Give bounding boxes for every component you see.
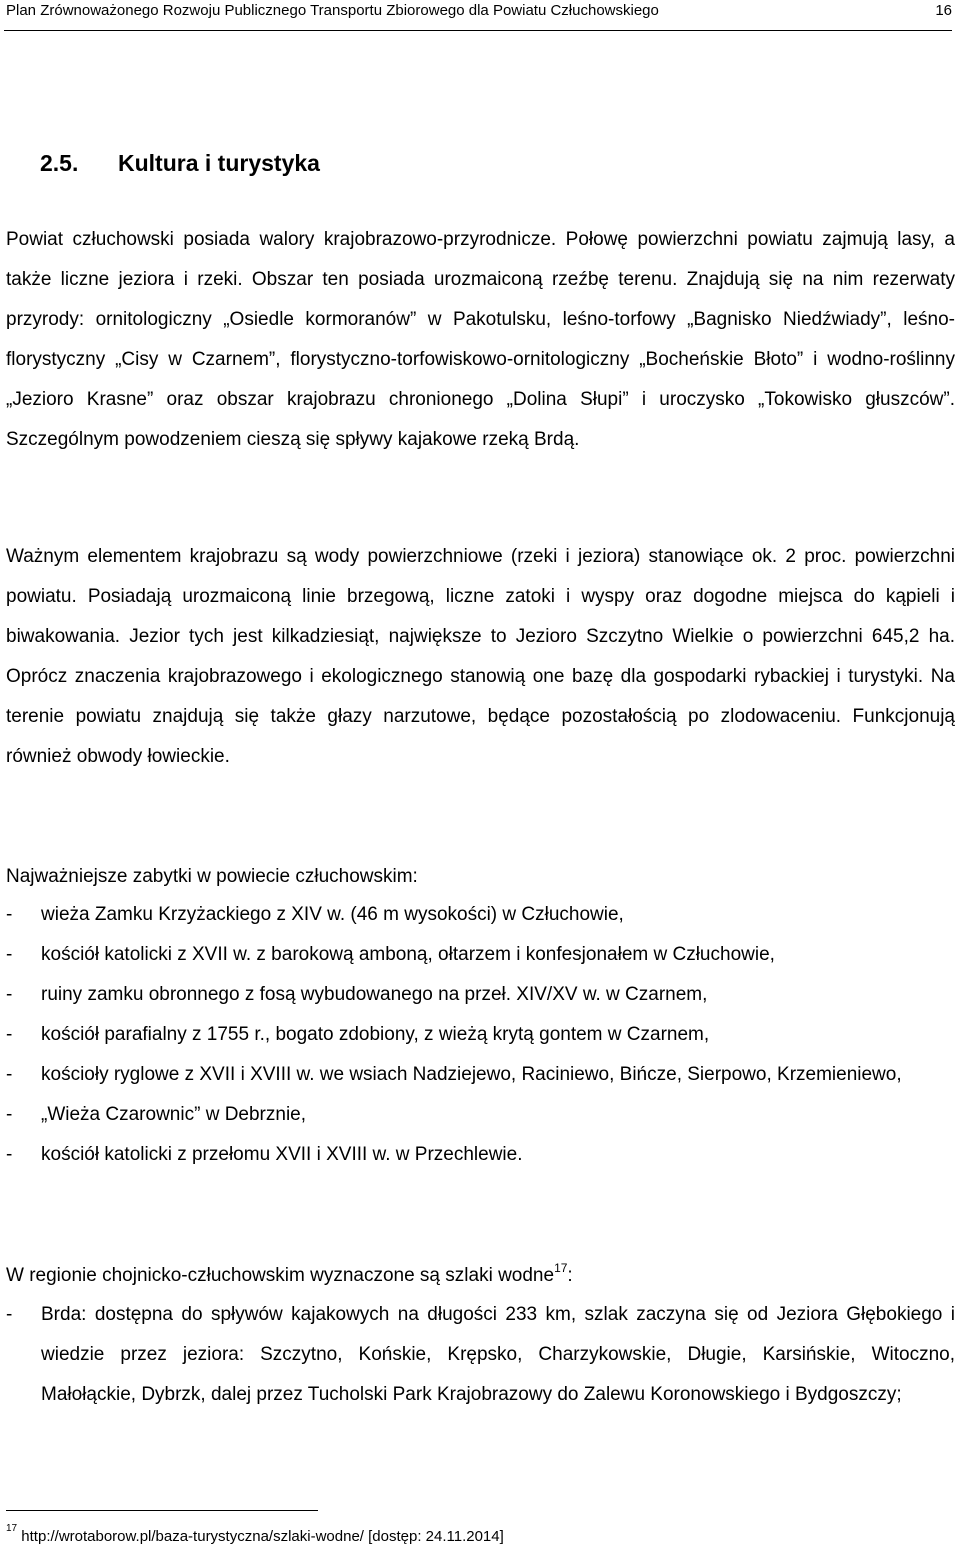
list-item-text: Brda: dostępna do spływów kajakowych na długości 233 km, szlak zaczyna się od Jeziora Głębokiego i wiedzie przez jeziora: Szczytno, Końskie, Krępsko, Charzykowskie, Długie, Karsińskie, Witoczno, Małołąckie, Dybrzk, dalej przez Tucholski Park Krajobrazowy do Zalewu Koronowskiego i Bydgoszczy;: [41, 1304, 955, 1405]
list-marker: -: [6, 1024, 13, 1045]
trails-intro-colon: :: [567, 1265, 573, 1286]
list-item-text: ruiny zamku obronnego z fosą wybudowanego na przeł. XIV/XV w. w Czarnem,: [41, 984, 708, 1005]
paragraph-trails-intro: [6, 1256, 573, 1296]
list-marker: -: [6, 944, 13, 965]
list-item: [6, 1015, 955, 1055]
list-marker: -: [6, 1144, 13, 1165]
footnote-reference[interactable]: 17: [554, 1260, 568, 1275]
list-item-text: kościół katolicki z przełomu XVII i XVIII w. w Przechlewie.: [41, 1144, 523, 1165]
list-item-text: kościół katolicki z XVII w. z barokową amboną, ołtarzem i konfesjonałem w Człuchowie,: [41, 944, 775, 965]
list-item-text: kościół parafialny z 1755 r., bogato zdobiony, z wieżą krytą gontem w Czarnem,: [41, 1024, 710, 1045]
list-item-text: „Wieża Czarownic” w Debrznie,: [41, 1104, 307, 1125]
list-item: [6, 1095, 955, 1135]
list-marker: -: [6, 1304, 13, 1325]
footnote-number: 17: [6, 1523, 18, 1534]
trails-intro-text: W regionie chojnicko-człuchowskim wyznaczone są szlaki wodne: [6, 1265, 555, 1286]
list-item: [6, 975, 955, 1015]
page-header: [4, 0, 952, 31]
list-marker: -: [6, 1104, 13, 1125]
footnote: [6, 1523, 504, 1548]
footnote-link[interactable]: http://wrotaborow.pl/baza-turystyczna/szlaki-wodne/ [dostęp: 24.11.2014]: [21, 1528, 504, 1545]
footnote-separator: [6, 1510, 318, 1511]
list-item: [6, 935, 955, 975]
header-title: Plan Zrównoważonego Rozwoju Publicznego Transportu Zbiorowego dla Powiatu Człuchowskiego: [6, 2, 659, 19]
paragraph-waters: Ważnym elementem krajobrazu są wody powierzchniowe (rzeki i jeziora) stanowiące ok. 2 proc. powierzchni powiatu. Posiadają urozmaiconą linie brzegową, liczne zatoki i wyspy oraz dogodne miejsca do kąpieli i biwakowania. Jezior tych jest kilkadziesiąt, największe to Jezioro Szczytno Wielkie o powierzchni 645,2 ha. Oprócz znaczenia krajobrazowego i ekologicznego stanowią one bazę dla gospodarki rybackiej i turystyki. Na terenie powiatu znajdują się także głazy narzutowe, będące pozostałością po zlodowaceniu. Funkcjonują również obwody łowieckie.: [6, 546, 955, 767]
trails-list: [6, 1295, 955, 1415]
list-marker: -: [6, 904, 13, 925]
monuments-list: [6, 895, 955, 1175]
page-number: 16: [935, 2, 952, 19]
paragraph-monuments-intro: Najważniejsze zabytki w powiecie człuchowskim:: [6, 866, 418, 887]
list-marker: -: [6, 1064, 13, 1085]
list-item: [6, 895, 955, 935]
section-title: Kultura i turystyka: [118, 150, 320, 176]
list-item: [6, 1055, 955, 1095]
section-heading: [40, 145, 320, 181]
section-number: 2.5.: [40, 150, 79, 176]
list-item: [6, 1135, 955, 1175]
list-marker: -: [6, 984, 13, 1005]
list-item: [6, 1295, 955, 1415]
list-item-text: wieża Zamku Krzyżackiego z XIV w. (46 m wysokości) w Człuchowie,: [41, 904, 624, 925]
list-item-text: kościoły ryglowe z XVII i XVIII w. we wsiach Nadziejewo, Raciniewo, Bińcze, Sierpowo, Krzemieniewo,: [41, 1064, 902, 1085]
paragraph-nature: Powiat człuchowski posiada walory krajobrazowo-przyrodnicze. Połowę powierzchni powiatu zajmują lasy, a także liczne jeziora i rzeki. Obszar ten posiada urozmaiconą rzeźbę terenu. Znajdują się na nim rezerwaty przyrody: ornitologiczny „Osiedle kormoranów” w Pakotulsku, leśno-torfowy „Bagnisko Niedźwiady”, leśno-florystyczny „Cisy w Czarnem”, florystyczno-torfowiskowo-ornitologiczny „Bocheńskie Błoto” i wodno-roślinny „Jezioro Krasne” oraz obszar krajobrazu chronionego „Dolina Słupi” i uroczysko „Tokowisko głuszców”. Szczególnym powodzeniem cieszą się spływy kajakowe rzeką Brdą.: [6, 229, 955, 450]
